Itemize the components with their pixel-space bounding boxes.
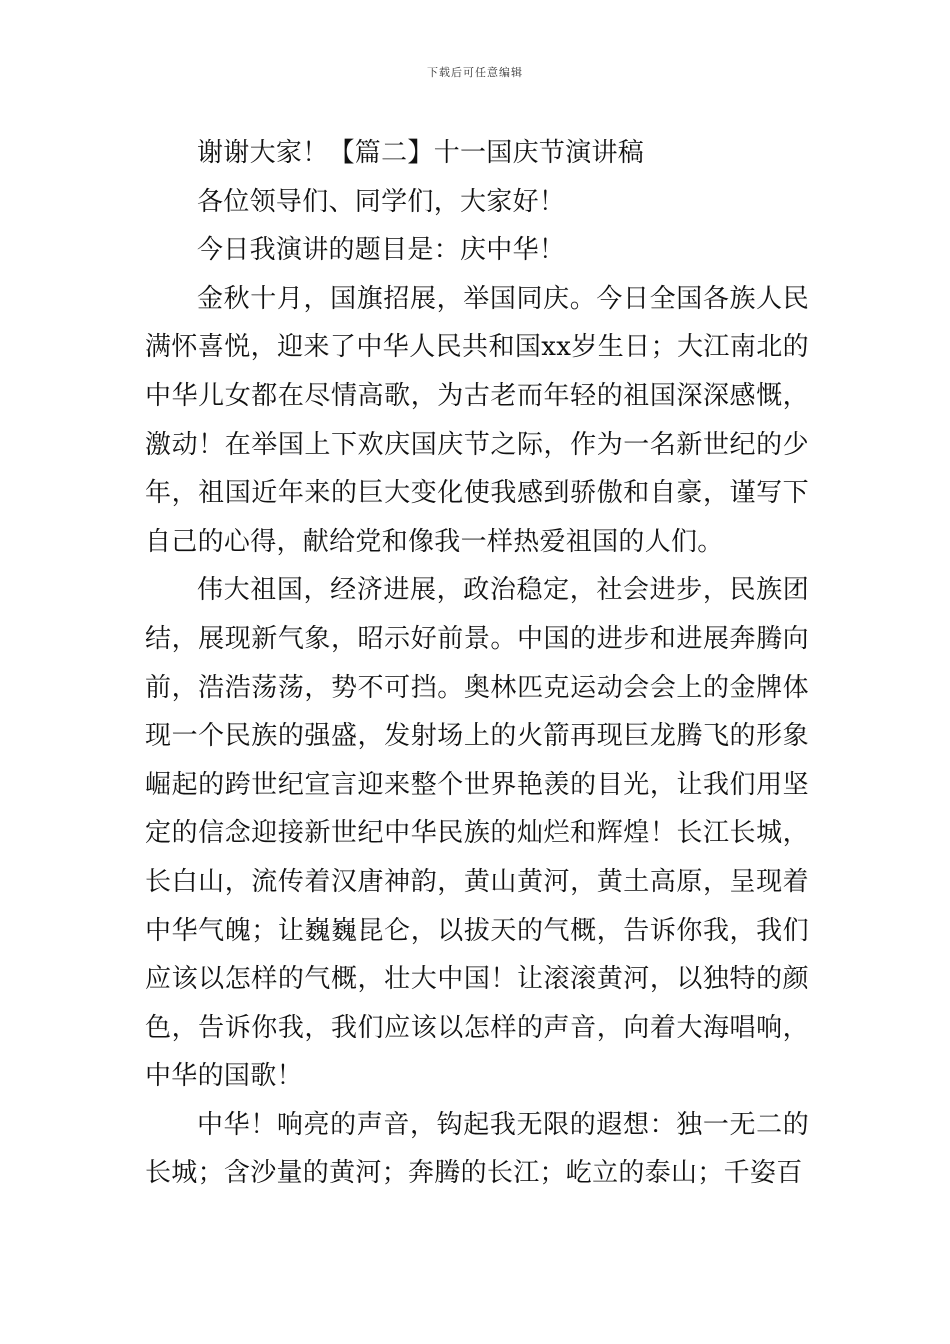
- paragraph-great-motherland: 伟大祖国，经济进展，政治稳定，社会进步，民族团结，展现新气象，昭示好前景。中国的进步和进展奔腾向前，浩浩荡荡，势不可挡。奥林匹克运动会会上的金牌体现一个民族的强盛，发射场上的火箭再现巨龙腾飞的形象崛起的跨世纪宣言迎来整个世界艳羡的目光，让我们用坚定的信念迎接新世纪中华民族的灿烂和辉煌！长江长城，长白山，流传着汉唐神韵，黄山黄河，黄土高原，呈现着中华气魄；让巍巍昆仑，以拔天的气概，告诉你我，我们应该以怎样的气概，壮大中国！让滚滚黄河，以独特的颜色，告诉你我，我们应该以怎样的声音，向着大海唱响，中华的国歌！: [145, 575, 809, 1092]
- document-body: [145, 129, 809, 1198]
- paragraph-closing-and-title: 谢谢大家！【篇二】十一国庆节演讲稿: [197, 138, 645, 168]
- paragraph-china-voice: 中华！响亮的声音，钩起我无限的遐想：独一无二的长城；含沙量的黄河；奔腾的长江；屹立的泰山；千姿百: [145, 1109, 809, 1189]
- paragraph-autumn: 金秋十月，国旗招展，举国同庆。今日全国各族人民满怀喜悦，迎来了中华人民共和国xx岁生日；大江南北的中华儿女都在尽情高歌，为古老而年轻的祖国深深感慨，激动！在举国上下欢庆国庆节之际，作为一名新世纪的少年，祖国近年来的巨大变化使我感到骄傲和自豪，谨写下自己的心得，献给党和像我一样热爱祖国的人们。: [145, 283, 809, 557]
- page-header: 下载后可任意编辑: [427, 66, 523, 79]
- paragraph-greeting: 各位领导们、同学们，大家好！: [197, 186, 566, 217]
- paragraph-topic: 今日我演讲的题目是：庆中华！: [197, 235, 566, 266]
